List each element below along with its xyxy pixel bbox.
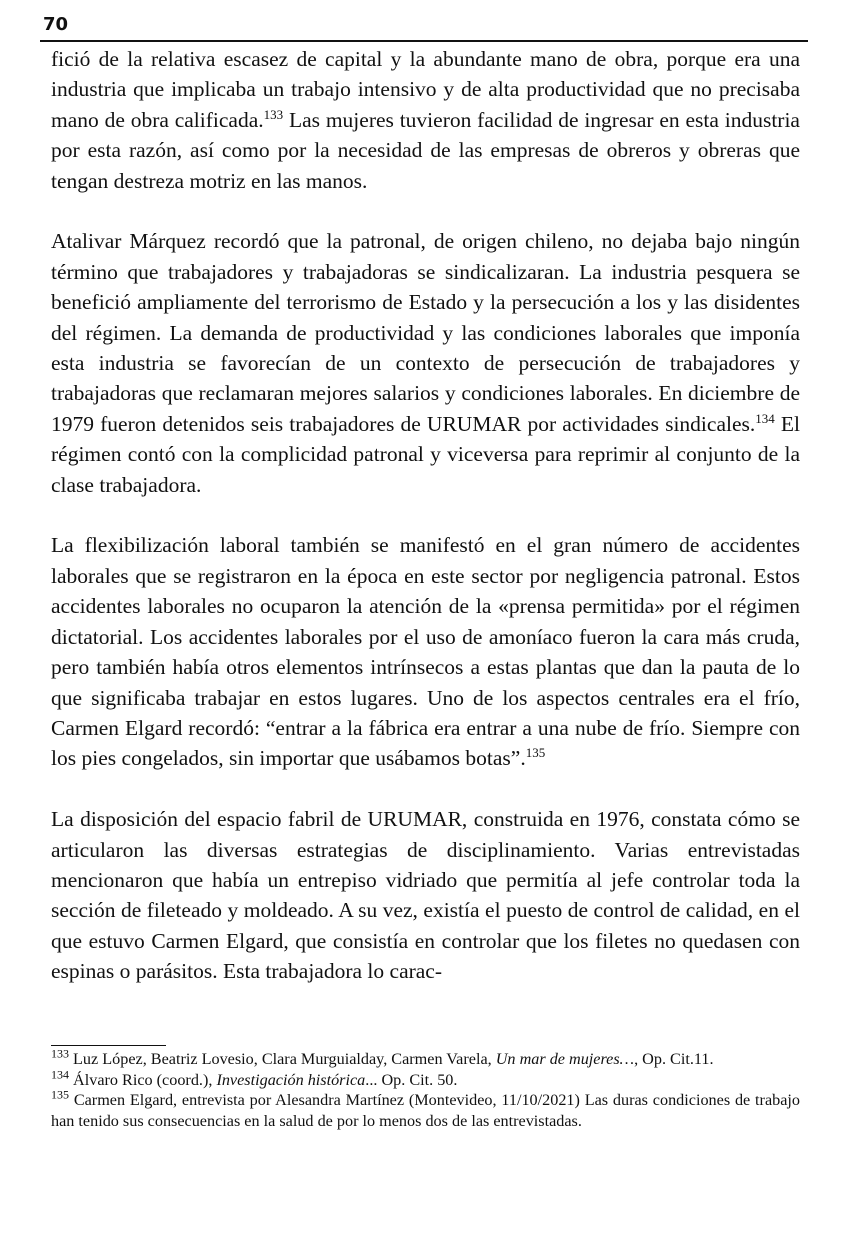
footnote-marker: 134 [755, 410, 775, 426]
text-segment: fició de la relativa escasez de capital y la abundante mano de obra, porque era una industria que implicaba un trabajo intensivo y de alta productividad que no precisaba mano de obra calificada. [51, 47, 800, 132]
text-segment: La flexibilización laboral también se manifestó en el gran número de accidentes laborales que se registraron en la época en este sector por negligencia patronal. Estos accidentes laborales no ocuparon la atención de la «prensa permitida» por el régimen dictatorial. Los accidentes laborales por el uso de amoníaco fueron la cara más cruda, pero también había otros elementos intrínsecos a estas plantas que dan la pauta de lo que significaba trabajar en estos lugares. Uno de los aspectos centrales era el frío, Carmen Elgard recordó: “entrar a la fábrica era entrar a una nube de frío. Siempre con los pies congelados, sin importar que usábamos botas”. [51, 533, 800, 771]
footnote-marker: 133 [51, 1046, 69, 1061]
footnote [51, 1067, 800, 1091]
text-segment: Las mujeres tuvieron facilidad de ingresar en esta industria por esta razón, así como por la necesidad de las empresas de obreros y obreras que tengan destreza motriz en las manos. [51, 107, 800, 193]
footnote-marker: 133 [263, 106, 284, 122]
footnote-marker: 134 [51, 1067, 69, 1082]
text-segment: ... Op. Cit. 50. [365, 1070, 458, 1089]
paragraph [51, 804, 800, 986]
text-segment: El régimen contó con la complicidad patronal y viceversa para reprimir al conjunto de la clase trabajadora. [51, 411, 800, 497]
text-segment: La disposición del espacio fabril de URUMAR, construida en 1976, constata cómo se articularon las diversas estrategias de disciplinamiento. Varias entrevistadas mencionaron que había un entrepiso vidriado que permitía al jefe controlar toda la sección de fileteado y moldeado. A su vez, existía el puesto de control de calidad, en el que estuvo Carmen Elgard, que consistía en controlar que los filetes no quedasen con espinas o parásitos. Esta trabajadora lo carac- [51, 807, 800, 984]
footnote-marker: 135 [525, 745, 546, 761]
page-number: 70 [43, 14, 69, 35]
header-rule [40, 40, 808, 42]
text-segment: Luz López, Beatriz Lovesio, Clara Murguialday, Carmen Varela, [69, 1050, 496, 1068]
footnotes [51, 1046, 800, 1131]
footnote-marker: 135 [51, 1087, 69, 1102]
paragraph [51, 44, 800, 196]
paragraph [51, 530, 800, 773]
footnote [51, 1046, 800, 1070]
text-segment: Atalivar Márquez recordó que la patronal, de origen chileno, no dejaba bajo ningún término que trabajadores y trabajadoras se sindicalizaran. La industria pesquera se benefició ampliamente del terrorismo de Estado y la persecución a los y las disidentes del régimen. La demanda de productividad y las condiciones laborales que imponía esta industria se favorecían de un contexto de persecución de trabajadores y trabajadoras que reclamaran mejores salarios y condiciones laborales. En diciembre de 1979 fueron detenidos seis trabajadores de URUMAR por actividades sindicales. [51, 229, 800, 436]
italic-title: Un mar de mujeres… [495, 1050, 635, 1068]
text-segment: Álvaro Rico (coord.), [69, 1070, 217, 1089]
paragraph [51, 226, 800, 500]
text-segment: , Op. Cit.11. [634, 1050, 714, 1068]
footnote [51, 1087, 800, 1131]
body-text [51, 44, 800, 987]
text-segment: Carmen Elgard, entrevista por Alesandra Martínez (Montevideo, 11/10/2021) Las duras condiciones de trabajo han tenido sus consecuencias en la salud de por lo menos dos de las entrevistadas. [51, 1091, 800, 1130]
italic-title: Investigación histórica [216, 1070, 366, 1089]
